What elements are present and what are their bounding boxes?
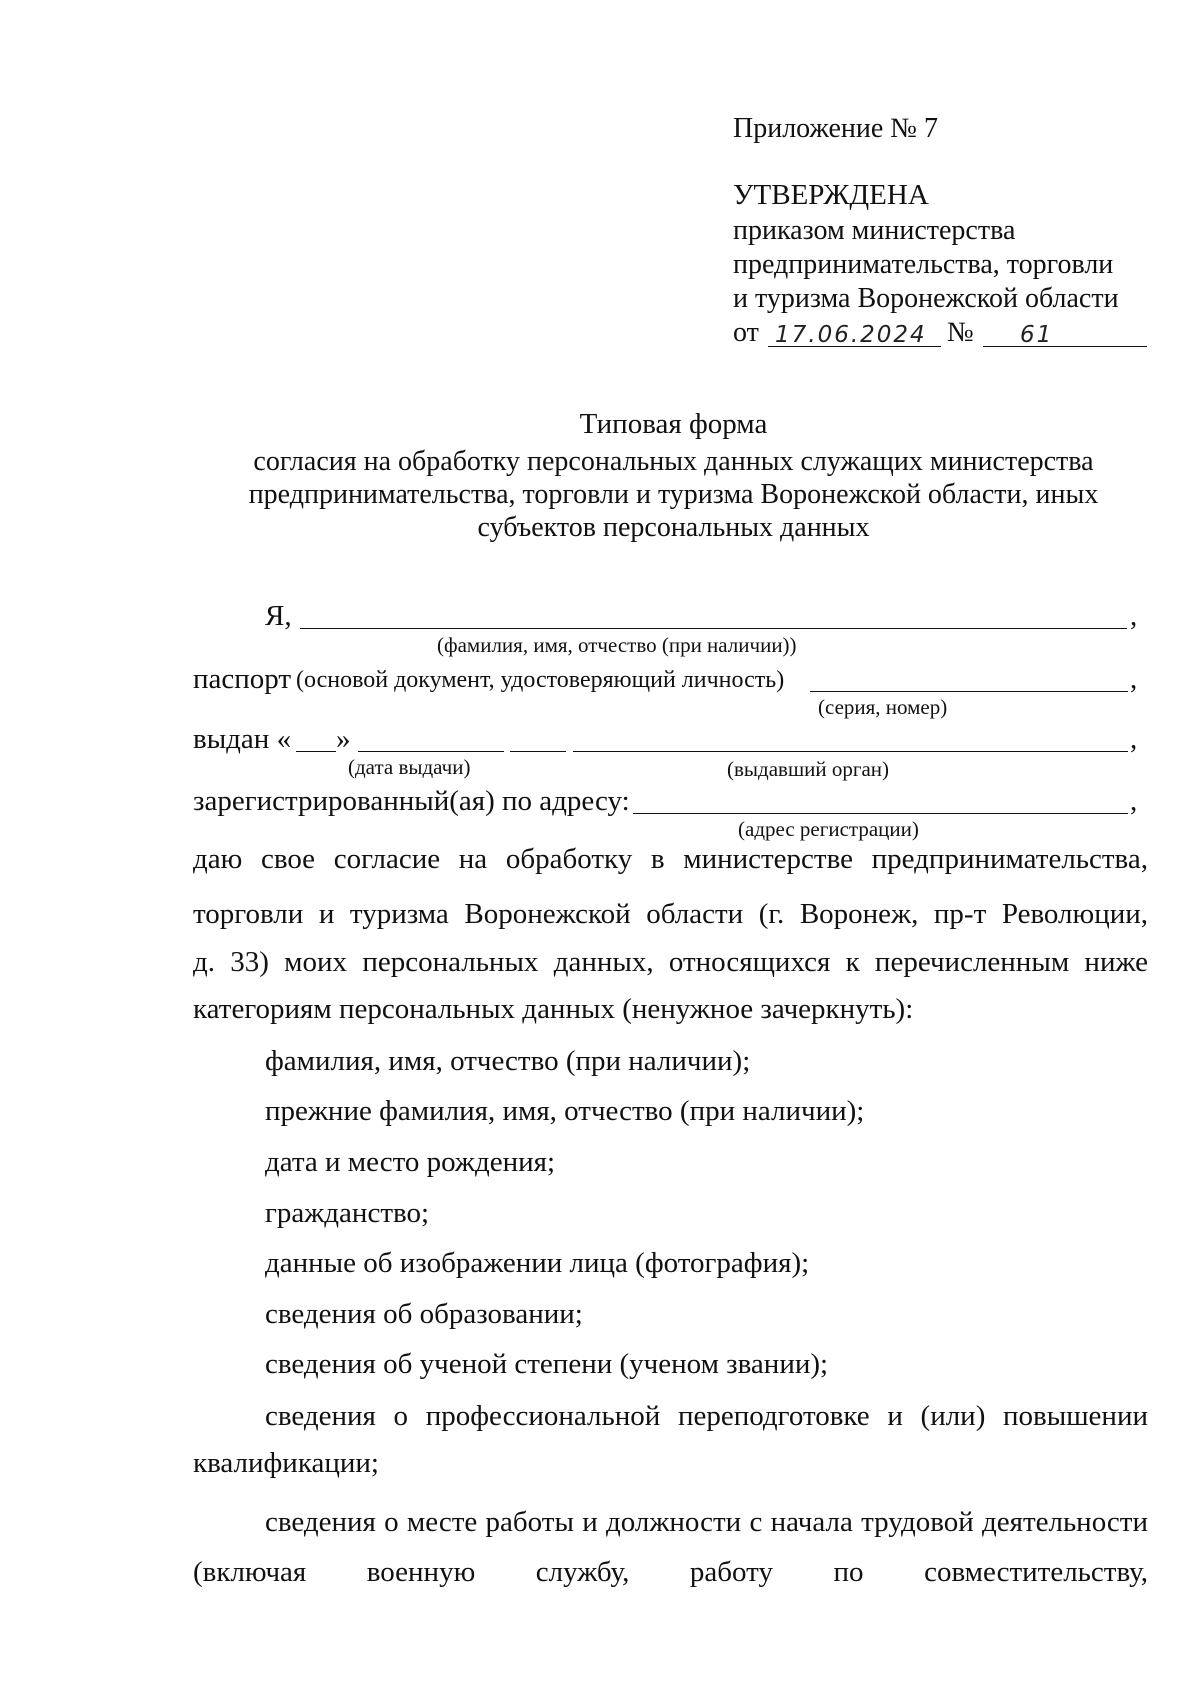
approval-line-3: и туризма Воронежской области [733,283,1119,314]
issued-open: выдан « [193,723,292,755]
registered-label: зарегистрированный(ая) по адресу: [193,785,630,817]
fio-comma: , [1130,600,1138,632]
retraining-line-2: квалификации; [193,1447,379,1479]
consent-line-1: даю свое согласие на обработку в министерстве предпринимательства, [193,843,1148,875]
passport-label: паспорт [193,663,292,695]
fio-field[interactable] [300,628,1127,629]
category-item: фамилия, имя, отчество (при наличии); [265,1045,751,1077]
issued-day-field[interactable] [296,751,336,752]
title-line-2: согласия на обработку персональных данных служащих министерства [253,446,1094,477]
consent-line-4: категориям персональных данных (ненужное зачеркнуть): [193,993,914,1025]
work-line-1: сведения о месте работы и должности с начала трудовой деятельности [265,1506,1148,1538]
address-field[interactable] [633,813,1128,814]
passport-note: (основой документ, удостоверяющий личность) [296,667,785,693]
handwritten-date: 17.06.2024 [775,322,927,348]
work-line-2: (включая военную службу, работу по совместительству, [193,1556,1148,1588]
title-line-4: субъектов персональных данных [477,512,870,543]
series-caption: (серия, номер) [818,695,948,719]
fio-caption: (фамилия, имя, отчество (при наличии)) [437,633,797,657]
category-item: гражданство; [265,1197,430,1229]
address-caption: (адрес регистрации) [738,817,919,841]
category-item: сведения об ученой степени (ученом звании); [265,1348,829,1380]
title-line-3: предпринимательства, торговли и туризма Воронежской области, иных [248,479,1099,510]
title-line-1: Типовая форма [579,408,768,440]
consent-line-2: торговли и туризма Воронежской области (г. Воронеж, пр-т Революции, [193,898,1148,930]
authority-caption: (выдавший орган) [727,757,890,781]
approval-line-1: приказом министерства [733,215,1016,246]
date-prefix: от [733,317,759,348]
category-item: дата и место рождения; [265,1146,556,1178]
address-comma: , [1130,785,1138,817]
category-item: сведения об образовании; [265,1298,583,1330]
appendix-number: Приложение № 7 [733,113,938,144]
number-underline [983,346,1147,347]
issuing-authority-field[interactable] [573,751,1128,752]
retraining-line-1: сведения о профессиональной переподготовке и (или) повышении [265,1400,1148,1432]
category-item: данные об изображении лица (фотография); [265,1247,810,1279]
passport-series-field[interactable] [810,691,1128,692]
date-caption: (дата выдачи) [348,755,471,779]
number-sign: № [947,317,974,348]
approval-line-2: предпринимательства, торговли [733,249,1114,280]
handwritten-number: 61 [1020,322,1054,348]
approved-heading: УТВЕРЖДЕНА [733,179,929,211]
consent-line-3: д. 33) моих персональных данных, относящихся к перечисленным ниже [193,946,1148,978]
issued-month-field[interactable] [358,751,504,752]
issued-year-field[interactable] [510,751,566,752]
issued-close: » [336,723,351,755]
passport-comma: , [1130,663,1138,695]
category-item: прежние фамилия, имя, отчество (при наличии); [265,1095,865,1127]
issued-comma: , [1130,723,1138,755]
ya-label: Я, [265,600,292,632]
